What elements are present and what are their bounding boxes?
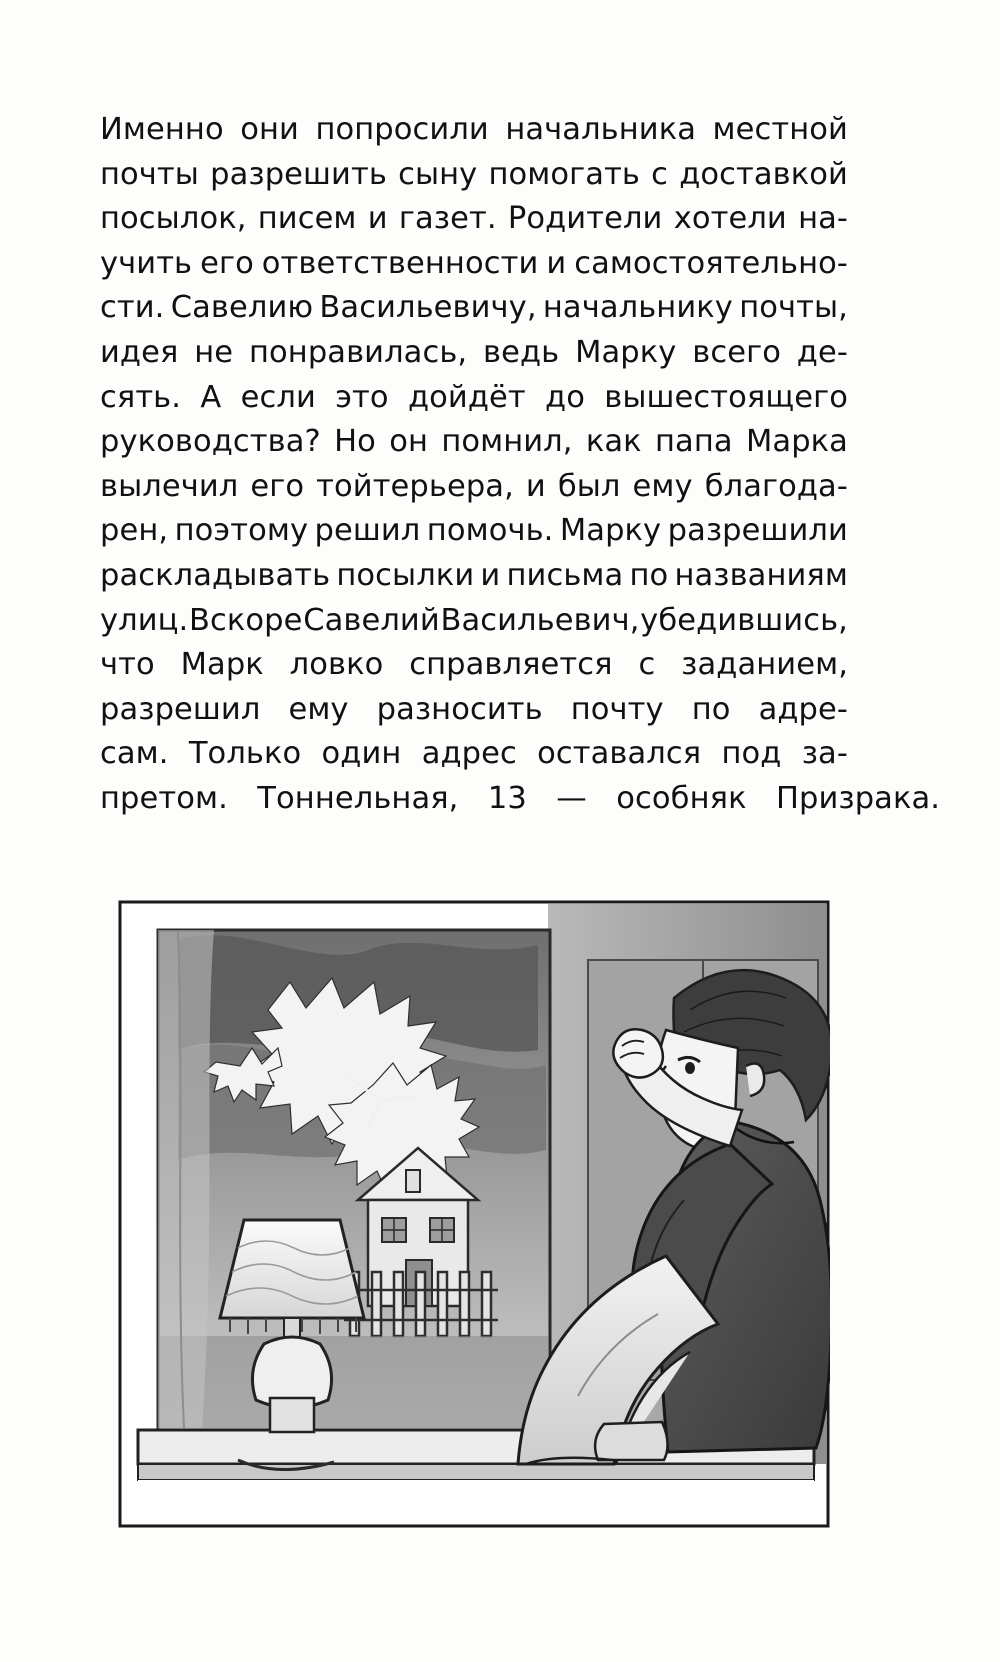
text-word: раскладывать bbox=[100, 557, 331, 593]
text-line bbox=[100, 643, 848, 688]
text-word: рен, bbox=[100, 513, 169, 549]
text-word: названиям bbox=[674, 557, 848, 593]
text-word: Савелию bbox=[170, 290, 314, 326]
text-word: по bbox=[691, 691, 731, 727]
text-word: за- bbox=[801, 736, 848, 772]
text-word: они bbox=[240, 112, 299, 147]
text-word: тойтерьера, bbox=[316, 468, 514, 504]
text-word: ловко bbox=[289, 647, 384, 683]
text-word: Васильевичу, bbox=[319, 290, 537, 326]
text-word: Марка bbox=[745, 424, 848, 460]
text-word: и bbox=[525, 468, 546, 504]
text-word: по bbox=[629, 557, 669, 593]
text-word: с bbox=[651, 156, 669, 192]
text-word: его bbox=[200, 245, 254, 281]
text-word: вылечил bbox=[100, 468, 239, 504]
text-word: идея bbox=[100, 334, 179, 370]
text-line bbox=[100, 331, 848, 376]
text-word: не bbox=[194, 334, 234, 370]
text-word: Тоннельная, bbox=[257, 780, 459, 816]
text-word: с bbox=[638, 647, 656, 683]
text-word: благода- bbox=[704, 468, 848, 504]
text-word: Марк bbox=[180, 647, 264, 683]
text-line bbox=[100, 465, 848, 510]
text-word: сять. bbox=[100, 379, 182, 415]
text-word: местной bbox=[712, 112, 848, 147]
text-line bbox=[100, 376, 848, 421]
text-word: почту bbox=[570, 691, 664, 727]
text-word: сыну bbox=[398, 156, 478, 192]
text-word: всего bbox=[692, 334, 781, 370]
text-word: поэтому bbox=[174, 513, 309, 549]
text-word: почты, bbox=[739, 290, 848, 326]
text-word: ему bbox=[288, 691, 349, 727]
text-word: ответственности bbox=[261, 245, 539, 281]
text-word: если bbox=[240, 379, 316, 415]
text-word: ведь bbox=[483, 334, 560, 370]
text-word: — bbox=[556, 780, 587, 816]
text-word: адрес bbox=[421, 736, 517, 772]
text-word: помнил, bbox=[441, 424, 573, 460]
text-word: почты bbox=[100, 156, 199, 192]
text-line bbox=[100, 688, 848, 733]
text-word: попросили bbox=[315, 112, 489, 147]
text-word: разносить bbox=[376, 691, 543, 727]
text-word: и bbox=[546, 245, 567, 281]
text-word: учить bbox=[100, 245, 193, 281]
text-word: дойдёт bbox=[407, 379, 526, 415]
text-word: Марку bbox=[575, 334, 677, 370]
text-line bbox=[100, 554, 848, 599]
text-word: Васильевич, bbox=[440, 602, 640, 638]
text-line bbox=[100, 108, 848, 153]
text-word: Именно bbox=[100, 112, 224, 147]
text-line bbox=[100, 242, 848, 287]
text-word: заданием, bbox=[681, 647, 848, 683]
text-word: папа bbox=[655, 424, 733, 460]
text-line bbox=[100, 286, 848, 331]
text-word: посылок, bbox=[100, 201, 247, 237]
text-word: помочь. bbox=[426, 513, 554, 549]
text-word: Призрака. bbox=[775, 780, 941, 816]
text-word: улиц. bbox=[100, 602, 189, 638]
text-word: это bbox=[335, 379, 389, 415]
page-text-block bbox=[100, 108, 941, 822]
text-word: он bbox=[389, 424, 429, 460]
text-word: разрешил bbox=[100, 691, 261, 727]
text-word: начальника bbox=[505, 112, 697, 147]
text-word: посылки bbox=[336, 557, 475, 593]
text-word: вышестоящего bbox=[604, 379, 848, 415]
text-word: решил bbox=[314, 513, 421, 549]
text-word: и bbox=[480, 557, 501, 593]
text-word: Родители bbox=[507, 201, 663, 237]
text-word: адре- bbox=[758, 691, 848, 727]
text-word: под bbox=[721, 736, 782, 772]
chapter-illustration bbox=[118, 900, 830, 1528]
text-word: претом. bbox=[100, 780, 228, 816]
text-line bbox=[100, 599, 848, 644]
text-word: Марку bbox=[559, 513, 662, 549]
text-word: до bbox=[545, 379, 585, 415]
text-word: хотели bbox=[673, 201, 787, 237]
text-word: А bbox=[200, 379, 222, 415]
text-word: самостоятельно- bbox=[574, 245, 848, 281]
text-word: и bbox=[367, 201, 388, 237]
text-word: оставался bbox=[537, 736, 702, 772]
text-word: разрешили bbox=[667, 513, 848, 549]
text-word: был bbox=[557, 468, 621, 504]
text-word: понравилась, bbox=[249, 334, 468, 370]
text-word: помогать bbox=[488, 156, 641, 192]
text-word: убедившись, bbox=[640, 602, 848, 638]
text-word: письма bbox=[506, 557, 624, 593]
text-word: Вскоре bbox=[189, 602, 303, 638]
text-word: де- bbox=[796, 334, 848, 370]
text-word: на- bbox=[798, 201, 848, 237]
text-word: один bbox=[321, 736, 402, 772]
text-word: справляется bbox=[409, 647, 613, 683]
text-word: руководства? bbox=[100, 424, 321, 460]
text-line bbox=[100, 509, 848, 554]
text-word: доставкой bbox=[679, 156, 848, 192]
text-word: Савелий bbox=[303, 602, 440, 638]
window-frame bbox=[158, 930, 550, 1430]
text-line bbox=[100, 420, 848, 465]
text-word: газет. bbox=[398, 201, 497, 237]
text-word: писем bbox=[257, 201, 357, 237]
text-word: Только bbox=[188, 736, 302, 772]
text-word: сти. bbox=[100, 290, 165, 326]
text-word: особняк bbox=[616, 780, 747, 816]
text-word: начальнику bbox=[542, 290, 733, 326]
text-line bbox=[100, 197, 848, 242]
text-word: разрешить bbox=[210, 156, 387, 192]
text-word: как bbox=[585, 424, 642, 460]
text-word: его bbox=[250, 468, 305, 504]
text-word: сам. bbox=[100, 736, 169, 772]
curtain bbox=[158, 930, 214, 1430]
text-word: что bbox=[100, 647, 155, 683]
text-line bbox=[100, 153, 848, 198]
text-line bbox=[100, 732, 848, 777]
text-line bbox=[100, 777, 941, 822]
text-word: ему bbox=[632, 468, 693, 504]
text-word: 13 bbox=[487, 780, 527, 816]
text-word: Но bbox=[334, 424, 376, 460]
